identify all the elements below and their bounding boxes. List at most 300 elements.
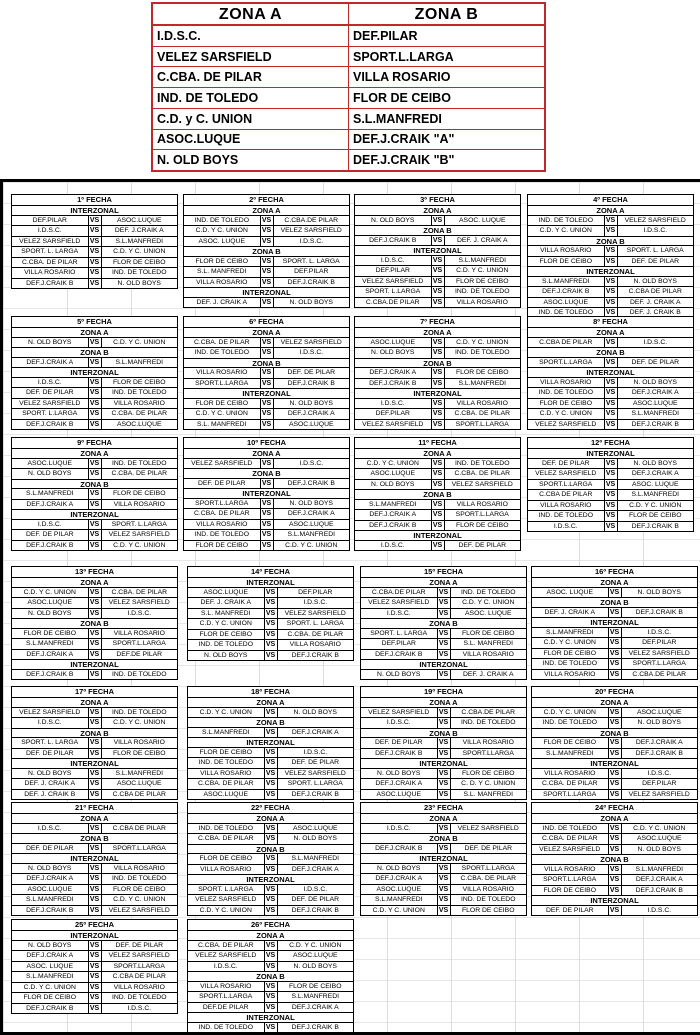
vs-label: VS (264, 824, 278, 834)
match-row (355, 297, 520, 308)
match-row (184, 419, 349, 430)
vs-label: VS (431, 459, 445, 469)
away-team: VELEZ SARSFIELD (628, 790, 690, 798)
section-label: ZONA B (532, 597, 697, 607)
fecha-title: 24º FECHA (532, 803, 697, 813)
match-row (532, 658, 697, 669)
match-row (361, 789, 526, 800)
match-row (184, 266, 349, 277)
home-team: VILLA ROSARIO (24, 269, 76, 276)
away-team: ASOC.LUQUE (288, 520, 334, 528)
section-label: INTERZONAL (532, 895, 697, 905)
vs-label: VS (260, 479, 274, 489)
home-team: SPORT. L.LARGA (22, 410, 78, 417)
home-team: ASOC.LUQUE (376, 885, 422, 893)
away-team: DEF. J. CRAIK A (456, 236, 508, 244)
vs-label: VS (431, 399, 445, 409)
home-team: VILLA ROSARIO (196, 369, 248, 376)
match-row (355, 215, 520, 226)
match-row (184, 297, 349, 308)
match-row (12, 519, 177, 530)
away-team: I.D.S.C. (647, 628, 672, 636)
fecha-title: 11º FECHA (355, 438, 520, 448)
zona-a-header: ZONA A (153, 4, 348, 26)
vs-label: VS (437, 864, 451, 874)
away-team: VELEZ SARSFIELD (628, 649, 690, 657)
section-label: INTERZONAL (12, 367, 177, 377)
away-team: DEF.J.CRAIK B (635, 886, 683, 894)
vs-label: VS (264, 865, 278, 875)
home-team: DEF. DE PILAR (374, 739, 423, 746)
home-team: C.D. Y C. UNION (195, 227, 248, 234)
match-row (355, 235, 520, 246)
section-label: INTERZONAL (355, 245, 520, 255)
match-row (528, 215, 693, 226)
fecha-title: 9º FECHA (12, 438, 177, 448)
away-team: N. OLD BOYS (293, 708, 337, 716)
away-team: SPORT.L.LARGA (632, 660, 686, 667)
home-team: SPORT.L.LARGA (539, 358, 593, 366)
away-team: I.D.S.C. (299, 349, 324, 356)
match-row (12, 789, 177, 800)
away-team: C.CBA. DE PILAR (111, 410, 168, 417)
home-team: SPORT. L.LARGA (365, 288, 421, 295)
away-team: ASOC.LUQUE (116, 780, 162, 787)
away-team: DEF.J.CRAIK B (287, 479, 335, 487)
away-team: C.CBA. DE PILAR (111, 588, 168, 596)
home-team: FLOR DE CEIBO (543, 739, 596, 746)
home-team: N. OLD BOYS (377, 864, 421, 872)
away-team: S.L.MANFREDI (287, 531, 336, 538)
home-team: S.L.MANFREDI (25, 640, 74, 647)
match-row (532, 717, 697, 728)
vs-label: VS (431, 348, 445, 358)
match-row (532, 905, 697, 916)
home-team: DEF.PILAR (375, 410, 410, 417)
vs-label: VS (437, 885, 451, 895)
fecha-title: 8º FECHA (528, 317, 693, 327)
away-team: IND. DE TOLEDO (460, 588, 516, 596)
vs-label: VS (88, 247, 102, 257)
fecha-title: 18º FECHA (188, 687, 353, 697)
away-team: IND. DE TOLEDO (111, 994, 167, 1001)
away-team: DEF.J.CRAIK A (287, 510, 335, 517)
home-team: N. OLD BOYS (28, 769, 72, 777)
away-team: SPORT. L. LARGA (286, 620, 344, 627)
match-row (188, 853, 353, 864)
fecha-title: 19º FECHA (361, 687, 526, 697)
home-team: C.CBA. DE PILAR (197, 941, 254, 949)
away-team: S.L.MANFREDI (635, 865, 684, 873)
vs-label: VS (88, 895, 102, 905)
vs-label: VS (88, 1004, 102, 1014)
away-team: DEF. DE PILAR (115, 941, 164, 949)
away-team: C.CBA DE PILAR (112, 973, 166, 980)
away-team: N. OLD BOYS (633, 459, 677, 467)
home-team: N. OLD BOYS (371, 349, 415, 356)
vs-label: VS (264, 779, 278, 789)
vs-label: VS (264, 895, 278, 905)
vs-label: VS (608, 638, 622, 648)
match-row (361, 884, 526, 895)
vs-label: VS (604, 358, 618, 368)
home-team: SPORT. L. LARGA (21, 739, 79, 746)
vs-label: VS (88, 962, 102, 972)
vs-label: VS (88, 226, 102, 236)
match-row (361, 587, 526, 598)
away-team: SPORT. L. LARGA (626, 247, 684, 254)
section-label: ZONA B (532, 728, 697, 738)
vs-label: VS (88, 216, 102, 226)
home-team: I.D.S.C. (213, 962, 238, 970)
home-team: DEF.J.CRAIK B (26, 541, 74, 549)
match-row (528, 500, 693, 511)
match-row (355, 286, 520, 297)
home-team: DEF. J. CRAIK B (24, 790, 76, 798)
section-label: INTERZONAL (12, 853, 177, 863)
away-team: C.D. Y C. UNION (462, 599, 515, 606)
home-team: SPORT.L.LARGA (195, 379, 249, 387)
section-label: ZONA A (12, 813, 177, 823)
home-team: DEF. DE PILAR (541, 459, 590, 467)
away-team: DEF.J.CRAIK A (635, 739, 683, 746)
away-team: VELEZ SARSFIELD (451, 480, 513, 488)
vs-label: VS (604, 511, 618, 521)
match-row (188, 1002, 353, 1013)
away-team: C.D. Y C. UNION (629, 501, 682, 509)
home-team: DEF.PILAR (381, 640, 416, 647)
match-row (188, 961, 353, 972)
home-team: IND. DE TOLEDO (198, 1023, 253, 1031)
home-team: VILLA ROSARIO (540, 247, 592, 254)
home-team: C.CBA. DE PILAR (197, 780, 254, 787)
fecha-title: 12º FECHA (528, 438, 693, 448)
away-team: FLOR DE CEIBO (113, 490, 166, 497)
match-row (12, 337, 177, 348)
match-row (184, 408, 349, 419)
match-row (12, 961, 177, 972)
match-row (12, 419, 177, 430)
away-team: C.CBA. DE PILAR (460, 875, 517, 882)
away-team: S.L.MANFREDI (291, 855, 340, 862)
home-team: DEF.J.CRAIK A (26, 650, 74, 658)
away-team: S.L.MANFREDI (458, 256, 507, 264)
vs-label: VS (437, 769, 451, 779)
vs-label: VS (264, 790, 278, 800)
match-row (12, 940, 177, 951)
match-row (188, 768, 353, 779)
section-label: INTERZONAL (355, 530, 520, 540)
home-team: C.D. Y C. UNION (23, 983, 76, 991)
section-label: ZONA A (184, 327, 349, 337)
home-team: S.L.MANFREDI (201, 728, 250, 736)
fecha-block (354, 316, 521, 430)
match-row (532, 864, 697, 875)
away-team: SPORT.L.LARGA (455, 511, 509, 518)
away-team: I.D.S.C. (299, 459, 324, 467)
match-row (12, 778, 177, 789)
away-team: C.CBA DE PILAR (112, 824, 166, 832)
match-row (355, 378, 520, 389)
vs-label: VS (431, 409, 445, 419)
fecha-block (11, 194, 178, 289)
home-team: C.D. Y C. UNION (199, 906, 252, 914)
fecha-block (11, 919, 178, 1014)
match-row (12, 225, 177, 236)
vs-label: VS (437, 609, 451, 619)
match-row (188, 707, 353, 718)
away-team: ASOC.LUQUE (288, 420, 334, 428)
vs-label: VS (264, 598, 278, 608)
section-label: ZONA B (188, 844, 353, 854)
vs-label: VS (608, 718, 622, 728)
fecha-title: 20º FECHA (532, 687, 697, 697)
match-row (184, 458, 349, 469)
away-team: N. OLD BOYS (637, 719, 681, 726)
home-team: IND. DE TOLEDO (194, 216, 249, 224)
home-team: DEF.PILAR (375, 267, 410, 274)
match-row (12, 748, 177, 759)
match-row (188, 950, 353, 961)
away-team: DEF. J. CRAIK A (462, 670, 514, 678)
match-row (355, 458, 520, 469)
vs-label: VS (264, 609, 278, 619)
home-team: C.CBA.DE PILAR (365, 298, 420, 306)
away-team: ASOC. LUQUE (465, 609, 512, 617)
home-team: IND. DE TOLEDO (538, 389, 593, 396)
home-team: C.CBA. DE PILAR (21, 258, 78, 266)
section-label: ZONA B (361, 728, 526, 738)
vs-label: VS (88, 378, 102, 388)
vs-label: VS (264, 906, 278, 916)
home-team: VILLA ROSARIO (544, 865, 596, 873)
vs-label: VS (431, 420, 445, 430)
section-label: INTERZONAL (188, 577, 353, 587)
away-team: DEF. J. CRAIK B (629, 309, 681, 316)
match-row (355, 276, 520, 287)
home-team: S.L.MANFREDI (25, 973, 74, 980)
match-row (532, 778, 697, 789)
vs-label: VS (88, 279, 102, 289)
away-team: FLOR DE CEIBO (289, 982, 342, 990)
away-team: IND. DE TOLEDO (111, 670, 167, 678)
match-row (532, 737, 697, 748)
match-row (12, 488, 177, 499)
vs-label: VS (88, 670, 102, 680)
vs-label: VS (604, 388, 618, 398)
zona-b-team: S.L.MANFREDI (349, 109, 544, 130)
away-team: C.CBA. DE PILAR (454, 470, 511, 477)
vs-label: VS (88, 738, 102, 748)
section-label: ZONA B (184, 246, 349, 256)
away-team: DEF.J.CRAIK A (291, 865, 339, 873)
home-team: ASOC.LUQUE (370, 338, 416, 346)
section-label: INTERZONAL (188, 874, 353, 884)
home-team: VELEZ SARSFIELD (535, 470, 597, 477)
fecha-block (354, 194, 521, 308)
vs-label: VS (431, 287, 445, 297)
match-row (188, 940, 353, 951)
vs-label: VS (431, 480, 445, 490)
away-team: ASOC.LUQUE (116, 216, 162, 224)
home-team: SPORT.L.LARGA (543, 876, 597, 883)
match-row (184, 508, 349, 519)
section-label: INTERZONAL (184, 287, 349, 297)
home-team: I.D.S.C. (37, 378, 62, 386)
vs-label: VS (604, 522, 618, 532)
home-team: IND. DE TOLEDO (194, 349, 249, 356)
match-row (361, 863, 526, 874)
match-row (188, 905, 353, 916)
vs-label: VS (604, 501, 618, 511)
away-team: C.D. Y C. UNION (633, 824, 686, 832)
vs-label: VS (88, 409, 102, 419)
vs-label: VS (88, 639, 102, 649)
away-team: S.L.MANFREDI (115, 769, 164, 777)
vs-label: VS (437, 824, 451, 834)
section-label: ZONA B (12, 728, 177, 738)
home-team: DEF.J.CRAIK B (26, 906, 74, 914)
away-team: VILLA ROSARIO (113, 739, 165, 746)
away-team: FLOR DE CEIBO (113, 378, 166, 386)
vs-label: VS (264, 728, 278, 738)
match-row (355, 468, 520, 479)
match-row (184, 277, 349, 288)
match-row (12, 707, 177, 718)
away-team: DEF.DE PILAR (116, 650, 163, 658)
vs-label: VS (608, 790, 622, 800)
home-team: ASOC. LUQUE (26, 962, 73, 970)
vs-label: VS (88, 906, 102, 916)
match-row (528, 510, 693, 521)
match-row (188, 727, 353, 738)
vs-label: VS (437, 895, 451, 905)
section-label: INTERZONAL (184, 388, 349, 398)
away-team: C.D. Y C. UNION (456, 267, 509, 274)
vs-label: VS (604, 399, 618, 409)
away-team: I.D.S.C. (647, 769, 672, 777)
away-team: N. OLD BOYS (117, 279, 161, 287)
away-team: FLOR DE CEIBO (113, 749, 166, 757)
home-team: DEF.J.CRAIK B (542, 288, 590, 295)
away-team: ASOC. LUQUE (632, 480, 679, 488)
fecha-block (11, 686, 178, 800)
match-row (532, 707, 697, 718)
home-team: FLOR DE CEIBO (23, 994, 76, 1001)
home-team: ASOC. LUQUE (546, 588, 593, 596)
match-row (532, 648, 697, 659)
vs-label: VS (264, 769, 278, 779)
vs-label: VS (608, 659, 622, 669)
fixtures-grid (11, 194, 691, 1034)
home-team: I.D.S.C. (37, 227, 62, 234)
home-team: S.L.MANFREDI (545, 628, 594, 636)
vs-label: VS (604, 420, 618, 430)
home-team: VILLA ROSARIO (196, 278, 248, 286)
home-team: VILLA ROSARIO (540, 501, 592, 509)
section-label: ZONA A (355, 205, 520, 215)
away-team: S.L.MANFREDI (291, 993, 340, 1000)
away-team: VILLA ROSARIO (113, 399, 165, 407)
match-row (184, 215, 349, 226)
away-team: DEF. DE PILAR (458, 541, 507, 549)
vs-label: VS (88, 520, 102, 530)
fecha-block (527, 194, 694, 319)
away-team: VILLA ROSARIO (456, 399, 508, 407)
vs-label: VS (437, 906, 451, 916)
away-team: IND. DE TOLEDO (454, 459, 510, 467)
fecha-title: 16º FECHA (532, 567, 697, 577)
home-team: SPORT.L.LARGA (543, 790, 597, 798)
match-row (528, 256, 693, 267)
fecha-block (11, 437, 178, 551)
fecha-title: 25º FECHA (12, 920, 177, 930)
match-row (528, 377, 693, 388)
away-team: VELEZ SARSFIELD (457, 824, 519, 832)
away-team: DEF.J.CRAIK A (291, 728, 339, 736)
match-row (184, 478, 349, 489)
vs-label: VS (431, 541, 445, 551)
away-team: IND. DE TOLEDO (460, 719, 516, 726)
home-team: ASOC.LUQUE (203, 790, 249, 798)
home-team: S.L.MANFREDI (545, 749, 594, 757)
home-team: C.CBA. DE PILAR (193, 510, 250, 517)
home-team: DEF. DE PILAR (25, 844, 74, 852)
away-team: C. D. Y C. UNION (461, 780, 516, 787)
vs-label: VS (264, 834, 278, 844)
away-team: VILLA ROSARIO (113, 500, 165, 508)
vs-label: VS (260, 257, 274, 267)
match-row (12, 587, 177, 598)
home-team: C.D. Y C. UNION (199, 620, 252, 627)
away-team: VELEZ SARSFIELD (108, 906, 170, 914)
away-team: C.D. Y C. UNION (285, 541, 338, 549)
zona-b-team: DEF.J.CRAIK "A" (349, 130, 544, 151)
vs-label: VS (608, 834, 622, 844)
home-team: FLOR DE CEIBO (543, 649, 596, 657)
match-row (12, 257, 177, 268)
match-row (12, 540, 177, 551)
home-team: C.D. Y C. UNION (199, 708, 252, 716)
vs-label: VS (431, 266, 445, 276)
home-team: DEF.J.CRAIK A (375, 780, 423, 787)
vs-label: VS (264, 708, 278, 718)
vs-label: VS (88, 388, 102, 398)
vs-label: VS (604, 409, 618, 419)
match-row (528, 357, 693, 368)
home-team: ASOC.LUQUE (27, 885, 73, 893)
vs-label: VS (608, 845, 622, 855)
fecha-block (187, 566, 354, 661)
away-team: SPORT.L.LARGA (455, 420, 509, 428)
away-team: DEF. DE PILAR (291, 896, 340, 903)
vs-label: VS (437, 598, 451, 608)
match-row (532, 627, 697, 638)
vs-label: VS (88, 885, 102, 895)
section-label: ZONA B (361, 618, 526, 628)
fecha-block (527, 437, 694, 532)
home-team: VILLA ROSARIO (196, 520, 248, 528)
away-team: VILLA ROSARIO (289, 641, 341, 648)
match-row (12, 971, 177, 982)
home-team: S.L.MANFREDI (25, 490, 74, 497)
home-team: DEF.J.CRAIK B (375, 650, 423, 658)
vs-label: VS (264, 619, 278, 629)
vs-label: VS (88, 972, 102, 982)
home-team: C.D. Y C. UNION (543, 639, 596, 646)
match-row (361, 707, 526, 718)
away-team: DEF.J.CRAIK B (291, 790, 339, 798)
